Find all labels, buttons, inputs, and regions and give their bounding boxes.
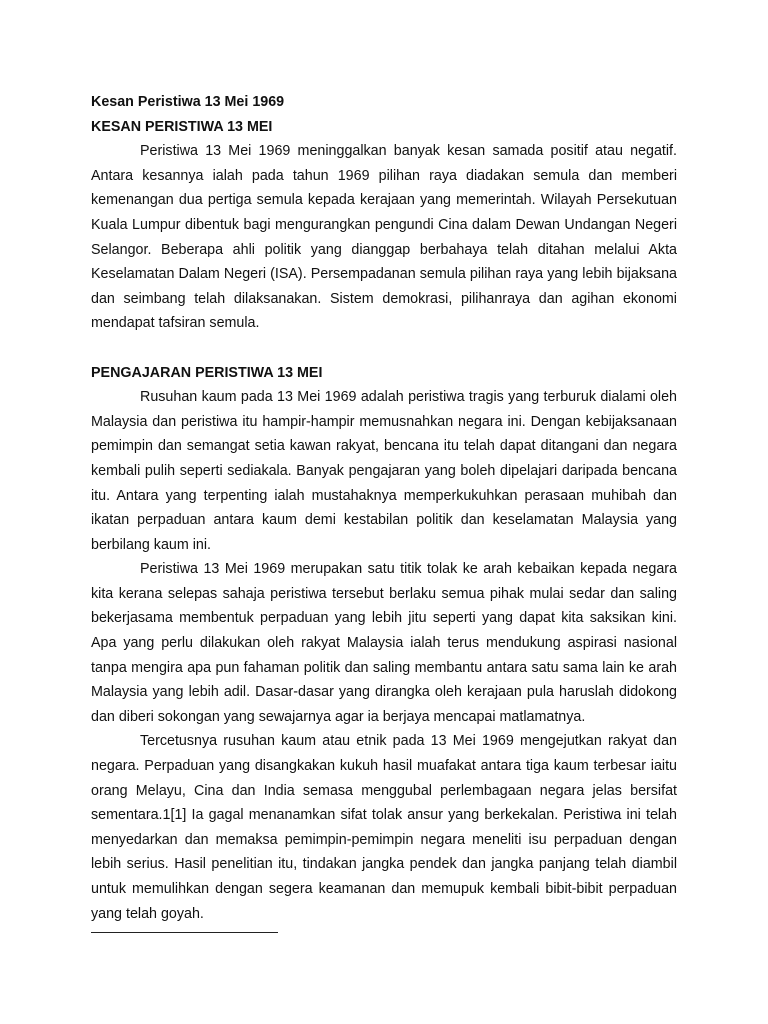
section-heading-pengajaran: PENGAJARAN PERISTIWA 13 MEI [91,364,323,381]
paragraph-pengajaran-2: Peristiwa 13 Mei 1969 merupakan satu titik tolak ke arah kebaikan kepada negara kita kerana selepas sahaja peristiwa tersebut berlaku semua pihak mulai sedar dan saling bekerjasama membentuk perpaduan yang lebih jitu seperti yang dapat kita saksikan kini. Apa yang perlu dilakukan oleh rakyat Malaysia ialah terus mendukung aspirasi nasional tanpa mengira apa pun fahaman politik dan saling membantu antara satu sama lain ke arah Malaysia yang lebih adil. Dasar-dasar yang dirangka oleh kerajaan pula haruslah didokong dan diberi sokongan yang sewajarnya agar ia berjaya mencapai matlamatnya. [91,561,677,725]
footnote-separator [91,932,278,933]
document-title: Kesan Peristiwa 13 Mei 1969 [91,94,285,110]
paragraph-kesan: Peristiwa 13 Mei 1969 meninggalkan banyak kesan samada positif atau negatif. Antara kesannya ialah pada tahun 1969 pilihan raya diadakan semula dan memberi kemenangan dua pertiga semula kepada kerajaan yang memerintah. Wilayah Persekutuan Kuala Lumpur dibentuk bagi mengurangkan pengundi Cina dalam Dewan Undangan Negeri Selangor. Beberapa ahli politik yang dianggap berbahaya telah ditahan melalui Akta Keselamatan Dalam Negeri (ISA). Persempadanan semula pilihan raya yang lebih bijaksana dan seimbang telah dilaksanakan. Sistem demokrasi, pilihanraya dan agihan ekonomi mendapat tafsiran semula. [91,143,677,332]
paragraph-pengajaran-3: Tercetusnya rusuhan kaum atau etnik pada 13 Mei 1969 mengejutkan rakyat dan negara. Perpaduan yang disangkakan kukuh hasil muafakat antara tiga kaum terbesar iaitu orang Melayu, Cina dan India semasa menggubal perlembagaan negara jelas bersifat sementara.1[1] Ia gagal menanamkan sifat tolak ansur yang berkekalan. Peristiwa ini telah menyedarkan dan memaksa pemimpin-pemimpin negara meneliti isu perpaduan dengan lebih serius. Hasil penelitian itu, tindakan jangka pendek dan jangka panjang telah diambil untuk memulihkan dengan segera keamanan dan memupuk kembali bibit-bibit perpaduan yang telah goyah. [91,733,677,922]
section-spacer [91,336,677,361]
document-page [91,90,677,926]
section-heading-kesan: KESAN PERISTIWA 13 MEI [91,118,273,135]
paragraph-pengajaran-1: Rusuhan kaum pada 13 Mei 1969 adalah peristiwa tragis yang terburuk dialami oleh Malaysia dan peristiwa itu hampir-hampir memusnahkan negara ini. Dengan kebijaksanaan pemimpin dan semangat setia kawan rakyat, bencana itu telah dapat ditangani dan negara kembali pulih seperti sediakala. Banyak pengajaran yang boleh dipelajari daripada bencana itu. Antara yang terpenting ialah mustahaknya memperkukuhkan perasaan muhibah dan ikatan perpaduan antara kaum demi kestabilan politik dan keselamatan Malaysia yang berbilang kaum ini. [91,389,677,553]
